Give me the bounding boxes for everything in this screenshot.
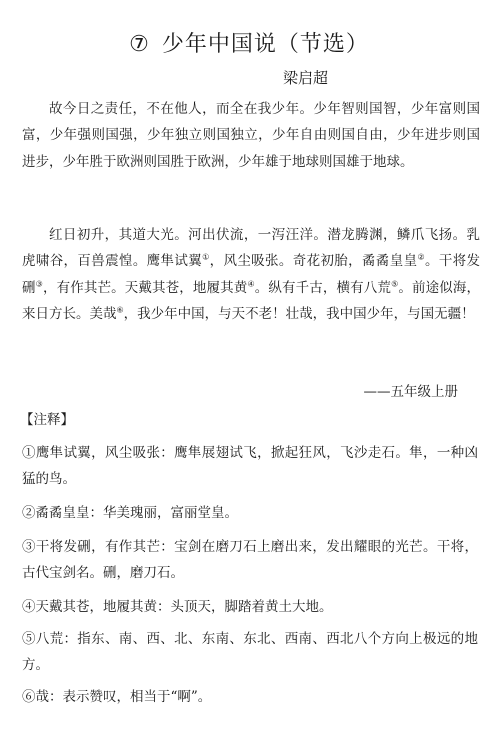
footnote-marker-1: ① [202,252,210,262]
paragraph-2 [22,222,480,328]
note-item-5: ⑤八荒：指东、南、西、北、东南、东北、西南、西北八个方向上极远的地方。 [22,631,478,673]
note-item-3: ③干将发硎，有作其芒：宝剑在磨刀石上磨出来，发出耀眼的光芒。干将，古代宝剑名。硎，磨刀石。 [22,539,478,581]
note-item-4: ④天戴其苍，地履其黄：头顶天，脚踏着黄土大地。 [22,599,333,615]
footnote-marker-3: ③ [35,279,43,289]
footnote-marker-5: ⑤ [391,279,399,289]
page-title [0,30,498,60]
footnote-marker-6: ⑥ [116,305,124,315]
title-number: ⑦ [129,32,150,57]
paragraph-2-text: 。干将发硎 [22,253,481,296]
paragraph-2-text: ，有作其芒。天戴其苍，地履其黄 [42,279,248,296]
paragraph-2-text: 。纵有千古，横有八荒 [254,279,392,296]
note-item-1: ①鹰隼试翼，风尘吸张：鹰隼展翅试飞，掀起狂风，飞沙走石。隼，一种凶猛的鸟。 [22,445,478,487]
paragraph-2-text: 红日初升，其道大光。河出伏流，一泻汪洋。潜龙腾渊，鳞爪飞扬。乳虎啸谷，百兽震惶。鹰隼试翼 [22,227,480,270]
title-text: 少年中国说（节选） [161,32,369,57]
author: 梁启超 [282,69,328,87]
paragraph-2-text: ，我少年中国，与天不老！壮哉，我中国少年，与国无疆！ [123,306,475,323]
paragraph-2-text: 。前途似海，来日方长。美哉 [22,279,481,323]
paragraph-1: 故今日之责任，不在他人，而全在我少年。少年智则国智，少年富则国富，少年强则国强，少年独立则国独立，少年自由则国自由，少年进步则国进步，少年胜于欧洲则国胜于欧洲，少年雄于地球则国雄于地球。 [22,101,480,170]
footnote-marker-4: ④ [247,279,255,289]
paragraph-2-text: ，风尘吸张。奇花初胎，矞矞皇皇 [209,253,418,270]
source-citation: ——五年级上册 [363,384,458,400]
notes-heading: 【注释】 [20,412,74,428]
note-item-6: ⑥哉：表示赞叹，相当于“啊”。 [22,689,212,705]
note-item-2: ②矞矞皇皇：华美瑰丽，富丽堂皇。 [22,505,238,521]
footnote-marker-2: ② [417,252,425,262]
